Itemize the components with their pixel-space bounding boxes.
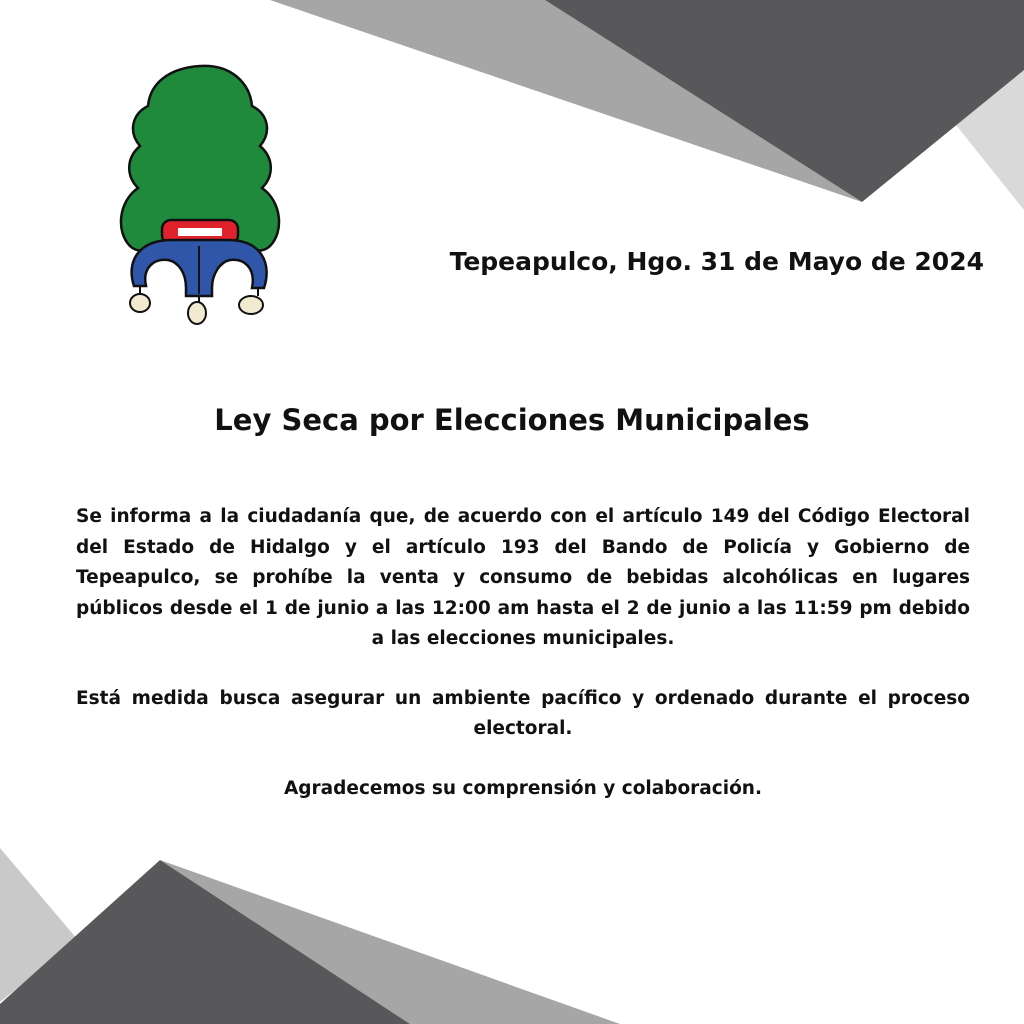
notice-paragraph-purpose: Está medida busca asegurar un ambiente pacífico y ordenado durante el proceso electoral. xyxy=(76,687,970,739)
logo-right-foot xyxy=(239,296,263,314)
logo-left-foot xyxy=(130,294,150,312)
notice-paragraph-main: Se informa a la ciudadanía que, de acuerdo con el artículo 149 del Código Electoral del Estado de Hidalgo y el artículo 193 del Bando de Policía y Gobierno de Tepeapulco, se prohíbe la venta y consumo de bebidas alcohólicas en lugares públicos desde el 1 de junio a las 12:00 am hasta el 2 de junio a las 11:59 pm debido a las elecciones municipales. xyxy=(76,506,970,649)
logo-center-foot xyxy=(188,302,206,324)
tepeapulco-glyph-icon xyxy=(112,62,288,328)
location-date: Tepeapulco, Hgo. 31 de Mayo de 2024 xyxy=(449,247,984,276)
notice-title: Ley Seca por Elecciones Municipales xyxy=(214,403,810,437)
logo-white-band xyxy=(178,228,222,236)
notice-paragraph-thanks: Agradecemos su comprensión y colaboración. xyxy=(283,777,763,799)
notice-body xyxy=(76,502,970,804)
